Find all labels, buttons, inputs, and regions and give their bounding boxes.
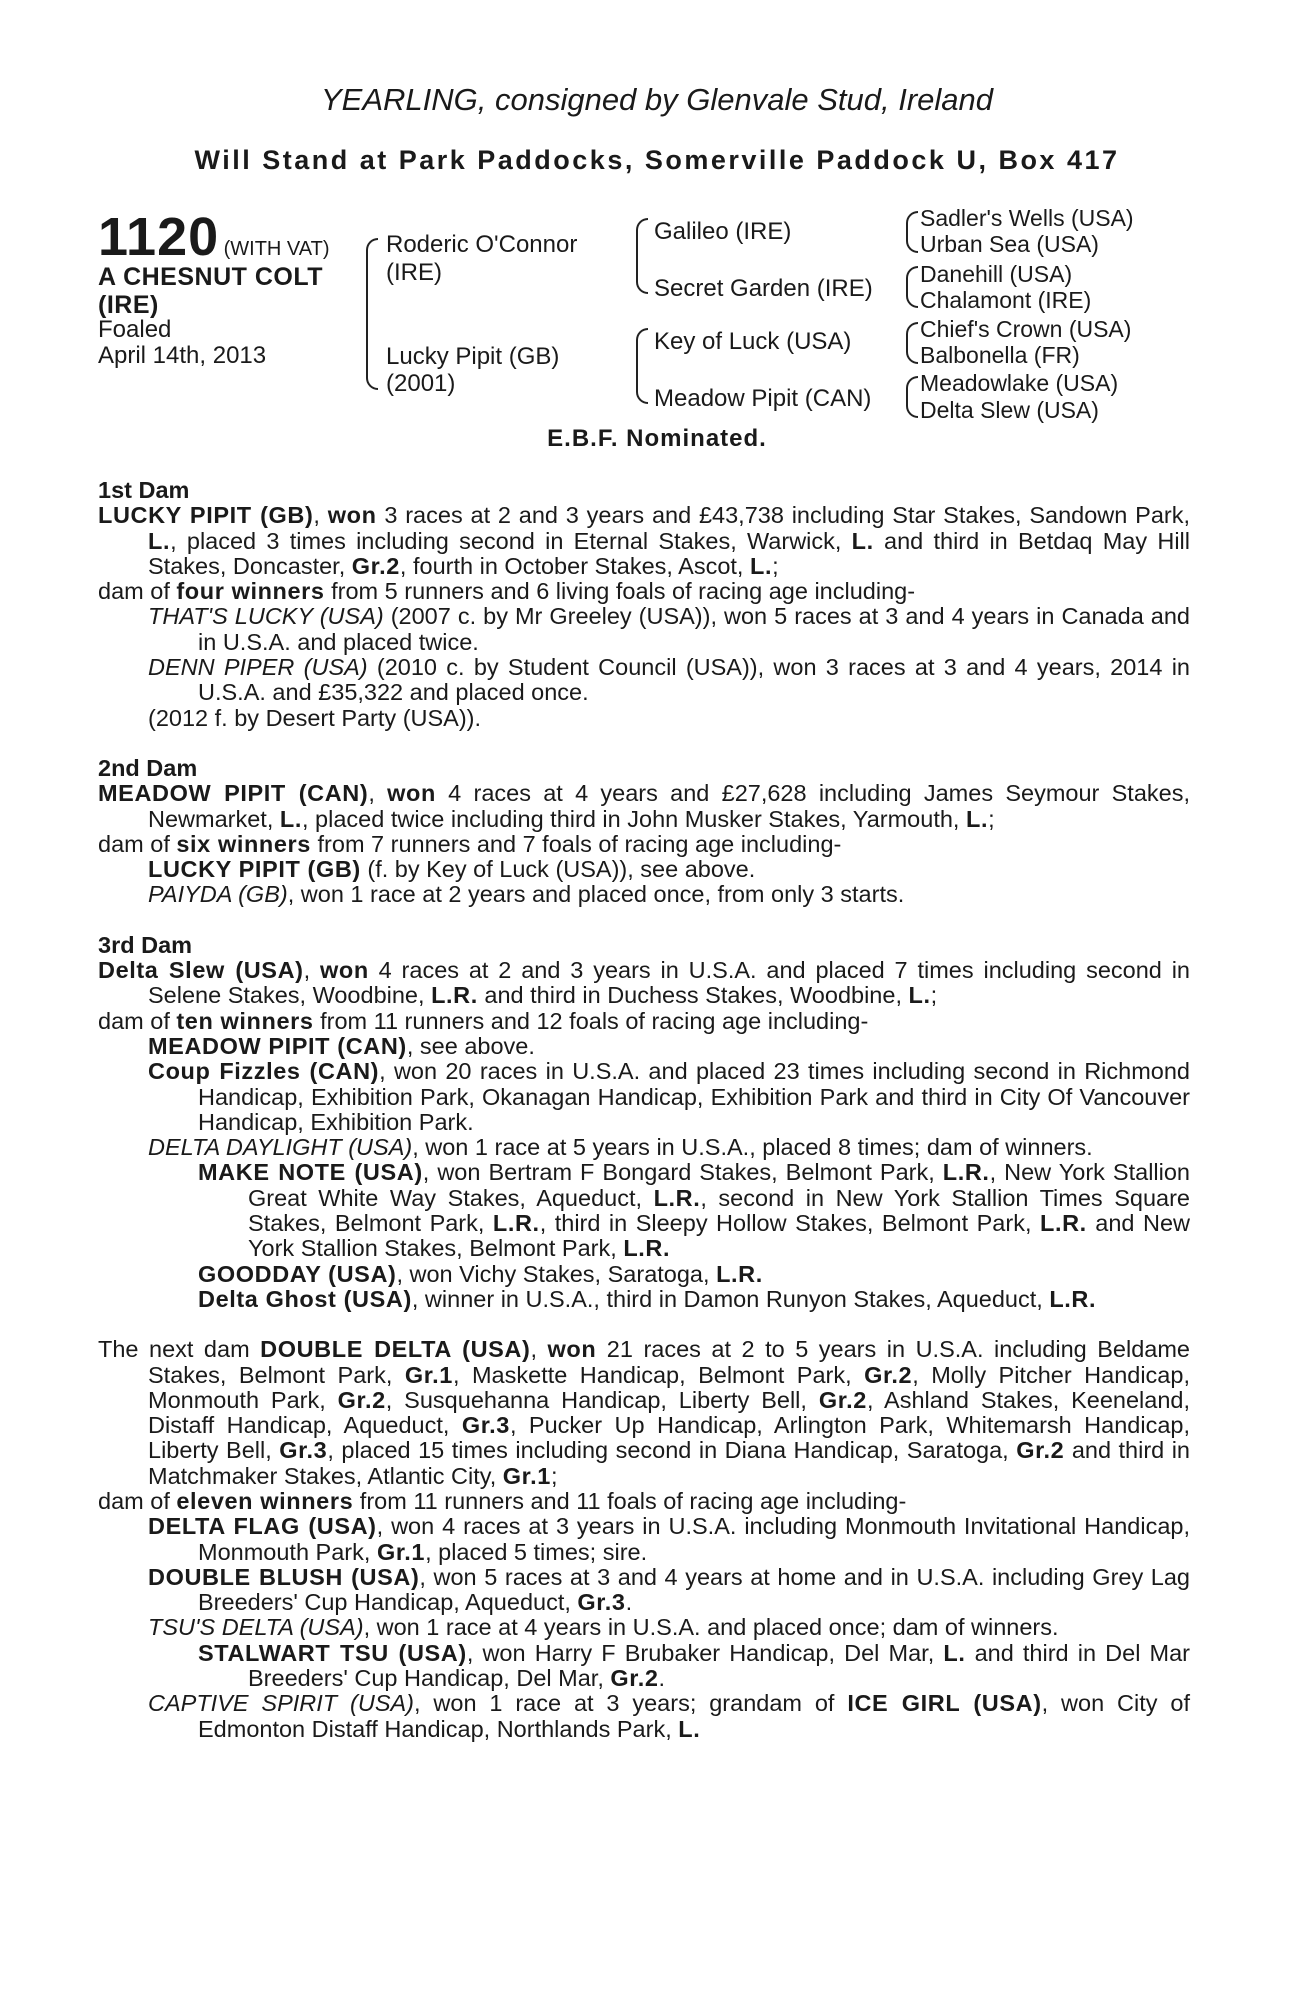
pedigree-bracket-dam-side <box>636 328 648 404</box>
progeny-entry <box>98 1514 1190 1565</box>
record-text: 4 races at 2 and 3 years in U.S.A. and placed 7 times including second in Selene Stakes, Woodbine, <box>148 957 1190 1009</box>
progeny-text: , won 1 race at 4 years in U.S.A. and placed once; dam of winners. <box>363 1614 1059 1641</box>
produce-text: from 11 runners and 12 foals of racing age including- <box>313 1007 869 1034</box>
sire-sire-sire: Sadler's Wells (USA) <box>920 205 1134 231</box>
next-dam-name: DOUBLE DELTA (USA) <box>260 1336 531 1363</box>
progeny-text: . <box>658 1665 666 1692</box>
record-text: The next dam <box>98 1336 261 1363</box>
progeny-name: Delta Ghost (USA) <box>198 1285 412 1312</box>
progeny-text: , won 5 races at 3 and 4 years at home and in U.S.A. including Grey Lag Breeders' Cup Handicap, Aqueduct, <box>198 1563 1190 1616</box>
record-text: , fourth in October Stakes, Ascot, <box>399 552 750 579</box>
progeny-text: , won 20 races in U.S.A. and placed 23 times including second in Richmond Handicap, Exhibition Park, Okanagan Handicap, Exhibition Park and third in City Of Vancouver Handicap, Exhibition Park. <box>198 1058 1191 1135</box>
produce-text: from 5 runners and 6 living foals of racing age including- <box>324 578 916 605</box>
family-notes <box>98 478 1190 1742</box>
record-text: and third in Duchess Stakes, Woodbine, <box>477 982 909 1009</box>
first-dam-record: LUCKY PIPIT (GB), won 3 races at 2 and 3 years and £43,738 including Star Stakes, Sandown Park, L., placed 3 times including second in Eternal Stakes, Warwick, L. and third in Betdaq May Hill Stakes, Doncaster, Gr.2, fourth in October Stakes, Ascot, L.; <box>98 502 1191 579</box>
progeny-text: , won Harry F Brubaker Handicap, Del Mar, <box>466 1639 944 1666</box>
sire-name: Roderic O'Connor <box>386 231 578 258</box>
winners-count: four winners <box>176 578 325 605</box>
ebf-note: E.B.F. Nominated. <box>547 425 767 452</box>
record-text: , Maskette Handicap, Belmont Park, <box>452 1361 865 1388</box>
progeny-name: STALWART TSU (USA) <box>198 1639 467 1666</box>
second-dam-name: MEADOW PIPIT (CAN) <box>98 780 369 807</box>
progeny-name: CAPTIVE SPIRIT (USA) <box>148 1690 415 1717</box>
record-text: and third in Matchmaker Stakes, Atlantic City, <box>148 1437 1191 1489</box>
progeny-text: and New York Stallion Stakes, Belmont Park, <box>248 1210 1190 1262</box>
listed-label: L.R. <box>431 982 478 1009</box>
lot-description: A CHESNUT COLT <box>98 263 324 291</box>
produce-text: from 7 runners and 7 foals of racing age including- <box>310 830 842 857</box>
produce-text: from 11 runners and 11 foals of racing age including- <box>353 1487 907 1514</box>
progeny-text: , won City of Edmonton Distaff Handicap, Northlands Park, <box>198 1690 1190 1742</box>
progeny-text: , won Bertram F Bongard Stakes, Belmont Park, <box>422 1159 943 1186</box>
won-label: won <box>319 957 369 984</box>
progeny-name: MAKE NOTE (USA) <box>198 1159 423 1186</box>
progeny-name: MEADOW PIPIT (CAN) <box>148 1032 407 1059</box>
record-text: ; <box>550 1462 558 1489</box>
listed-label: L.R. <box>623 1235 671 1262</box>
foaled-date: April 14th, 2013 <box>98 342 267 369</box>
produce-text: dam of <box>98 578 177 605</box>
group-label: Gr.2 <box>864 1361 913 1388</box>
record-text: , placed 3 times including second in Eternal Stakes, Warwick, <box>170 527 852 554</box>
record-text: ; <box>772 552 779 579</box>
listed-label: L. <box>678 1715 701 1742</box>
pedigree-bracket-g3c <box>906 322 918 364</box>
record-text: 4 races at 4 years and £27,628 including James Seymour Stakes, Newmarket, <box>148 780 1190 832</box>
record-text: 3 races at 2 and 3 years and £43,738 including Star Stakes, Sandown Park, <box>376 502 1191 529</box>
group-label: Gr.2 <box>818 1386 867 1413</box>
grand-progeny-entry <box>98 1262 1190 1287</box>
record-text: ; <box>930 982 938 1009</box>
dam-name: Lucky Pipit (GB) <box>386 343 560 370</box>
progeny-text: , placed 5 times; sire. <box>425 1538 648 1565</box>
progeny-name: TSU'S DELTA (USA) <box>148 1614 364 1641</box>
produce-text: dam of <box>98 1487 177 1514</box>
listed-label: L. <box>943 1639 966 1666</box>
winners-count: ten winners <box>176 1007 314 1034</box>
progeny-text: , won 4 races at 3 years in U.S.A. including Monmouth Invitational Handicap, Monmouth Park, <box>198 1513 1191 1565</box>
won-label: won <box>547 1336 597 1363</box>
foaled-label: Foaled <box>98 316 172 343</box>
group-label: Gr.2 <box>337 1386 386 1413</box>
group-label: Gr.1 <box>502 1462 551 1489</box>
pedigree-bracket-g3b <box>906 266 918 308</box>
progeny-entry <box>98 1691 1190 1742</box>
lot-number: 1120 <box>98 207 220 267</box>
record-text: 21 races at 2 to 5 years in U.S.A. including Beldame Stakes, Belmont Park, <box>148 1336 1191 1388</box>
record-text: , Molly Pitcher Handicap, Monmouth Park, <box>148 1361 1190 1413</box>
progeny-entry <box>98 604 1190 655</box>
progeny-entry <box>98 1615 1190 1640</box>
record-text: , Ashland Stakes, Keeneland, Distaff Handicap, Aqueduct, <box>148 1386 1191 1439</box>
group-label: Gr.3 <box>279 1437 328 1464</box>
listed-label: L. <box>148 527 171 554</box>
progeny-name: DELTA DAYLIGHT (USA) <box>148 1134 413 1161</box>
progeny-text: , third in Sleepy Hollow Stakes, Belmont Park, <box>539 1210 1040 1237</box>
progeny-text: , New York Stallion Great White Way Stakes, Aqueduct, <box>248 1159 1190 1211</box>
progeny-text: , see above. <box>406 1032 535 1059</box>
lot-description-origin: (IRE) <box>98 291 159 319</box>
dam-dam-dam: Delta Slew (USA) <box>920 397 1099 423</box>
pedigree-bracket-g3d <box>906 376 918 418</box>
progeny-text: (f. by Key of Luck (USA)), see above. <box>360 856 756 883</box>
listed-label: L. <box>279 805 302 832</box>
progeny-entry <box>98 882 1190 907</box>
first-dam-name: LUCKY PIPIT (GB) <box>98 502 314 529</box>
grand-progeny-entry <box>98 1641 1190 1692</box>
listed-label: L.R. <box>1049 1285 1097 1312</box>
progeny-entry <box>98 1135 1190 1160</box>
record-text: , Pucker Up Handicap, Arlington Park, Whitemarsh Handicap, Liberty Bell, <box>148 1412 1190 1464</box>
progeny-name: DELTA FLAG (USA) <box>148 1513 377 1540</box>
won-label: won <box>327 502 377 529</box>
dam-sire: Key of Luck (USA) <box>654 328 852 355</box>
progeny-entry <box>98 706 1190 731</box>
produce-text: dam of <box>98 1007 177 1034</box>
next-dam-record: The next dam DOUBLE DELTA (USA), won 21 races at 2 to 5 years in U.S.A. including Beldame Stakes, Belmont Park, Gr.1, Maskette Handicap, Belmont Park, Gr.2, Molly Pitcher Handicap, Monmouth Park, Gr.2, Susquehanna Handicap, Liberty Bell, Gr.2, Ashland Stakes, Keeneland, Distaff Handicap, Aqueduct, Gr.3, Pucker Up Handicap, Arlington Park, Whitemarsh Handicap, Liberty Bell, Gr.3, placed 15 times including second in Diana Handicap, Saratoga, Gr.2 and third in Matchmaker Stakes, Atlantic City, Gr.1; <box>98 1336 1191 1489</box>
sire-dam: Secret Garden (IRE) <box>654 275 873 302</box>
listed-label: L. <box>851 527 874 554</box>
progeny-text: , second in New York Stallion Times Square Stakes, Belmont Park, <box>248 1184 1190 1237</box>
pedigree-bracket-gen1 <box>366 238 378 390</box>
record-text: , placed 15 times including second in Diana Handicap, Saratoga, <box>327 1437 1017 1464</box>
consignment-line: YEARLING, consigned by Glenvale Stud, Ireland <box>320 82 994 117</box>
progeny-text: , won Vichy Stakes, Saratoga, <box>396 1260 717 1287</box>
group-label: Gr.2 <box>1016 1437 1065 1464</box>
progeny-entry <box>98 857 1190 882</box>
sire-origin: (IRE) <box>386 259 442 286</box>
listed-label: L.R. <box>492 1210 540 1237</box>
group-label: Gr.3 <box>461 1412 510 1439</box>
sire-sire-dam: Urban Sea (USA) <box>920 231 1099 257</box>
record-text: and third in Betdaq May Hill Stakes, Doncaster, <box>148 527 1190 579</box>
progeny-name: ICE GIRL (USA) <box>847 1690 1042 1717</box>
listed-label: L.R. <box>716 1260 763 1287</box>
sire-sire: Galileo (IRE) <box>654 218 792 245</box>
progeny-entry <box>98 1034 1190 1059</box>
third-dam-heading: 3rd Dam <box>98 931 193 958</box>
progeny-text: , winner in U.S.A., third in Damon Runyon Stakes, Aqueduct, <box>411 1285 1050 1312</box>
listed-label: L.R. <box>1039 1210 1087 1237</box>
listed-label: L.R. <box>653 1184 701 1211</box>
grand-progeny-entry <box>98 1287 1190 1312</box>
progeny-text: (2007 c. by Mr Greeley (USA)), won 5 races at 3 and 4 years in Canada and in U.S.A. and placed twice. <box>198 603 1190 655</box>
progeny-name: PAIYDA (GB) <box>148 881 288 908</box>
pedigree-bracket-sire-side <box>636 218 648 294</box>
progeny-entry <box>98 655 1190 706</box>
progeny-name: Coup Fizzles (CAN) <box>148 1058 380 1085</box>
progeny-text: , won 1 race at 5 years in U.S.A., placed 8 times; dam of winners. <box>412 1134 1093 1161</box>
third-dam-produce <box>98 1009 1190 1034</box>
progeny-name: LUCKY PIPIT (GB) <box>148 856 361 883</box>
record-text: , placed twice including third in John Musker Stakes, Yarmouth, <box>301 805 966 832</box>
listed-label: L. <box>908 982 931 1009</box>
grand-progeny-entry <box>98 1160 1190 1261</box>
winners-count: eleven winners <box>176 1487 354 1514</box>
second-dam-record: MEADOW PIPIT (CAN), won 4 races at 4 years and £27,628 including James Seymour Stakes, Newmarket, L., placed twice including third in John Musker Stakes, Yarmouth, L.; <box>98 780 1190 832</box>
produce-text: dam of <box>98 830 177 857</box>
progeny-text: . <box>625 1589 633 1616</box>
first-dam-heading: 1st Dam <box>98 477 190 503</box>
second-dam-heading: 2nd Dam <box>98 754 198 781</box>
second-dam-produce <box>98 832 1190 857</box>
listed-label: L. <box>749 552 773 579</box>
progeny-name: DENN PIPER (USA) <box>148 654 368 681</box>
won-label: won <box>387 780 436 807</box>
record-text: ; <box>988 805 995 832</box>
group-label: Gr.2 <box>351 552 400 579</box>
next-dam-produce <box>98 1489 1190 1514</box>
listed-label: L. <box>965 805 989 832</box>
sire-dam-sire: Danehill (USA) <box>920 261 1073 287</box>
third-dam-record: Delta Slew (USA), won 4 races at 2 and 3 years in U.S.A. and placed 7 times including second in Selene Stakes, Woodbine, L.R. and third in Duchess Stakes, Woodbine, L.; <box>98 957 1190 1009</box>
winners-count: six winners <box>176 830 311 857</box>
progeny-entry <box>98 1565 1190 1616</box>
group-label: Gr.1 <box>376 1538 426 1565</box>
sire-dam-dam: Chalamont (IRE) <box>920 287 1092 313</box>
record-text: , Susquehanna Handicap, Liberty Bell, <box>385 1386 819 1413</box>
progeny-entry <box>98 1059 1190 1135</box>
pedigree-bracket-g3a <box>906 211 918 253</box>
dam-year: (2001) <box>386 370 456 397</box>
progeny-name: GOODDAY (USA) <box>198 1260 397 1287</box>
progeny-text: , won 1 race at 2 years and placed once, from only 3 starts. <box>287 881 905 908</box>
third-dam-name: Delta Slew (USA) <box>98 957 304 984</box>
dam-dam: Meadow Pipit (CAN) <box>654 385 872 412</box>
location-line: Will Stand at Park Paddocks, Somerville Paddock U, Box 417 <box>194 145 1120 175</box>
lot-header <box>98 206 330 268</box>
progeny-text: , won 1 race at 3 years; grandam of <box>414 1690 848 1717</box>
progeny-text: (2010 c. by Student Council (USA)), won 3 races at 3 and 4 years, 2014 in U.S.A. and £35,322 and placed once. <box>198 654 1191 706</box>
dam-dam-sire: Meadowlake (USA) <box>920 370 1119 396</box>
progeny-text: and third in Del Mar Breeders' Cup Handicap, Del Mar, <box>248 1639 1191 1692</box>
first-dam-produce <box>98 579 1190 604</box>
progeny-name: DOUBLE BLUSH (USA) <box>148 1563 420 1590</box>
progeny-name: THAT'S LUCKY (USA) <box>148 603 384 630</box>
group-label: Gr.1 <box>404 1361 453 1388</box>
progeny-text: (2012 f. by Desert Party (USA)). <box>148 704 482 731</box>
vat-note: (WITH VAT) <box>223 238 330 260</box>
group-label: Gr.3 <box>577 1589 626 1616</box>
listed-label: L.R. <box>942 1159 990 1186</box>
dam-sire-dam: Balbonella (FR) <box>920 342 1080 368</box>
dam-sire-sire: Chief's Crown (USA) <box>920 316 1132 342</box>
group-label: Gr.2 <box>610 1665 659 1692</box>
